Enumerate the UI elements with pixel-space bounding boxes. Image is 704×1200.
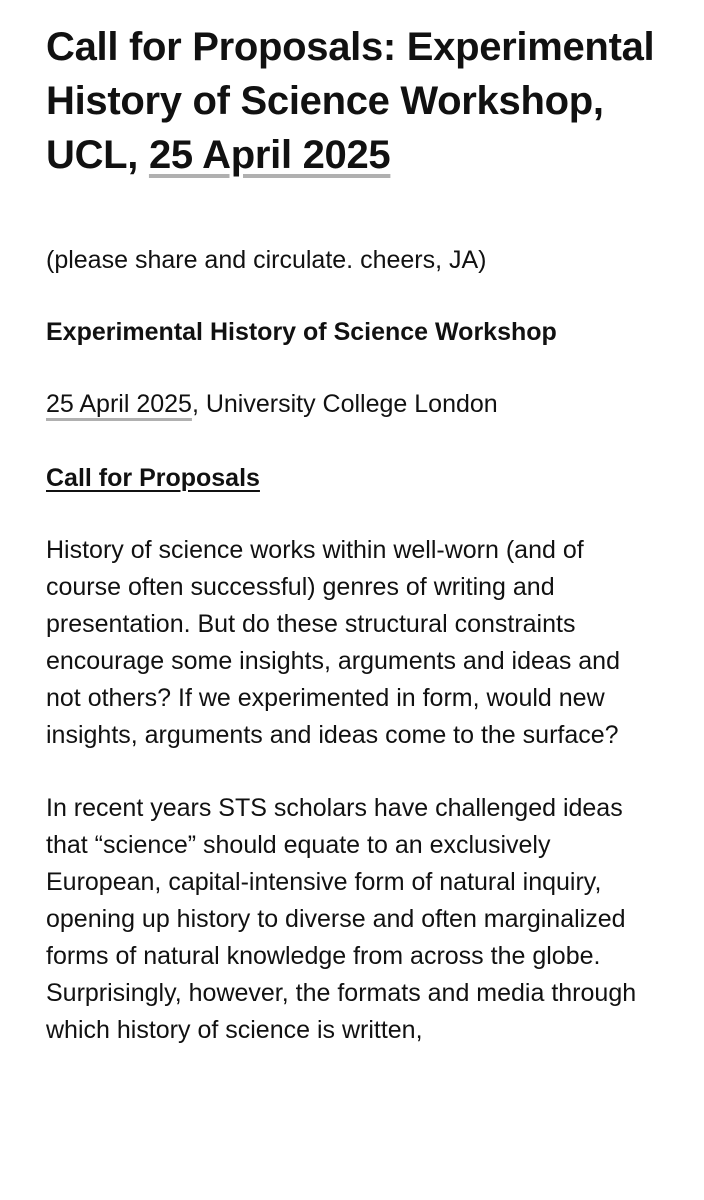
page-title: [46, 20, 658, 182]
section-heading: Call for Proposals: [46, 464, 260, 492]
date-link[interactable]: 25 April 2025: [46, 390, 192, 418]
workshop-subtitle: Experimental History of Science Workshop: [46, 318, 557, 346]
title-date-link[interactable]: 25 April 2025: [148, 133, 391, 177]
venue-text: , University College London: [191, 390, 498, 418]
share-note: (please share and circulate. cheers, JA): [46, 246, 487, 274]
title-text: Call for Proposals: Experimental History of Science Workshop, UCL,: [46, 25, 655, 177]
date-line: [46, 386, 658, 423]
body-paragraph: In recent years STS scholars have challenged ideas that “science” should equate to an exclusively European, capital-intensive form of natural inquiry, opening up history to diverse and often marginalized forms of natural knowledge from across the globe. Surprisingly, however, the formats and media through which history of science is written,: [46, 794, 637, 1044]
body-paragraph: History of science works within well-worn (and of course often successful) genres of writing and presentation. But do these structural constraints encourage some insights, arguments and ideas and not others? If we experimented in form, would new insights, arguments and ideas come to the surface?: [46, 536, 620, 749]
